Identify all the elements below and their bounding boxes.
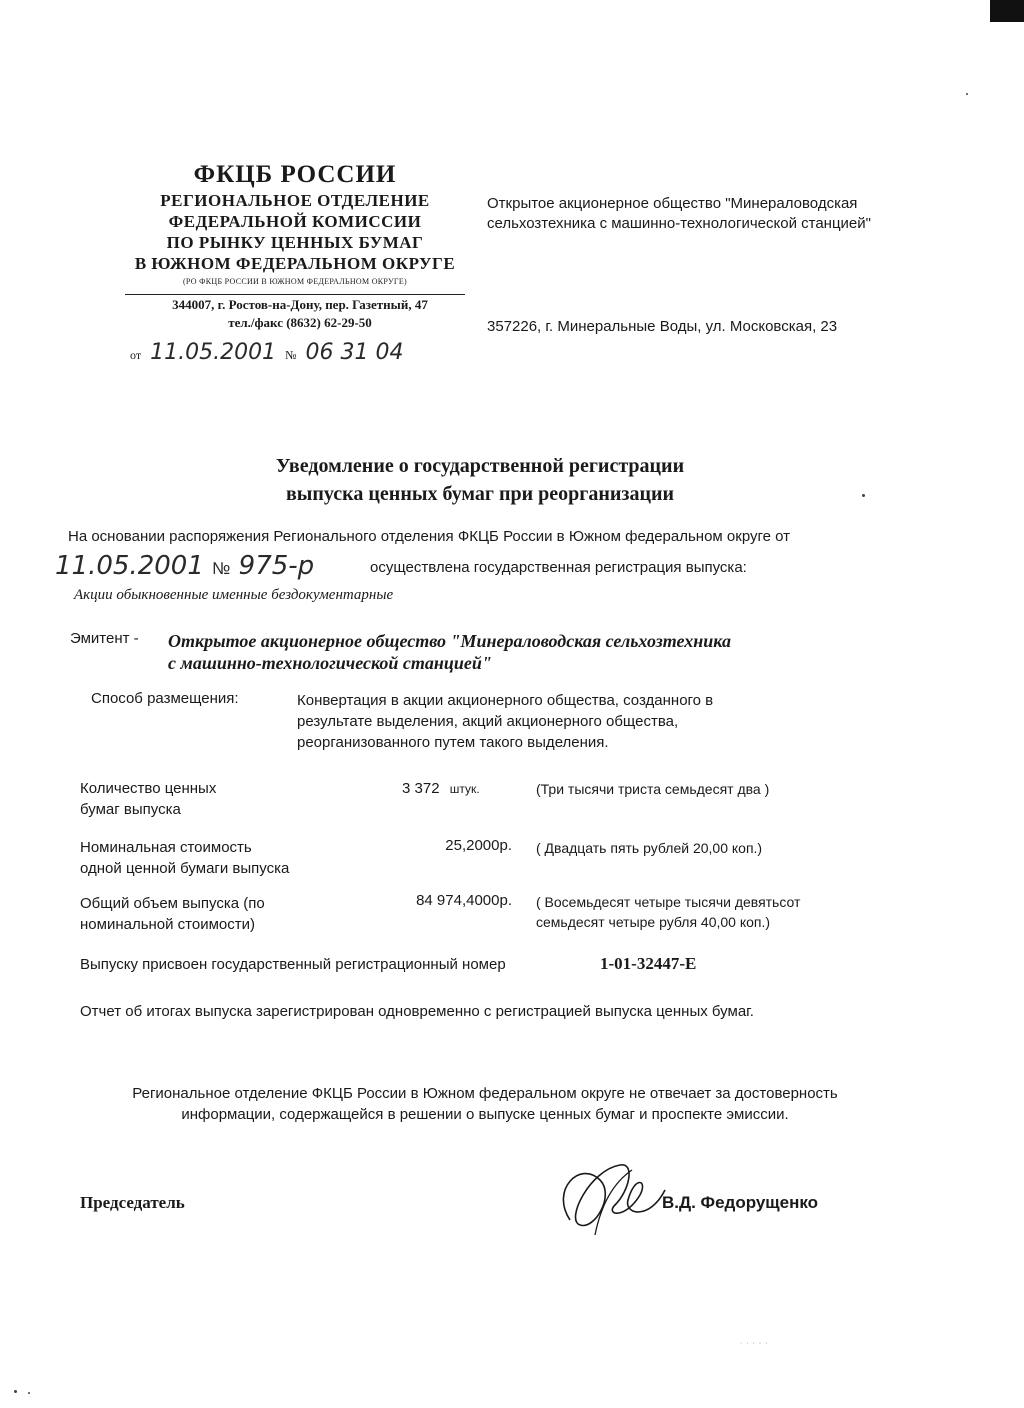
report-statement: Отчет об итогах выпуска зарегистрирован одновременно с регистрацией выпуска ценных бумаг. bbox=[80, 1003, 754, 1020]
order-number: 975-р bbox=[238, 551, 315, 581]
disclaimer-line: информации, содержащейся в решении о выпуске ценных бумаг и проспекте эмиссии. bbox=[181, 1106, 789, 1123]
regnum-label: Выпуску присвоен государственный регистрационный номер bbox=[80, 956, 506, 973]
placement-label: Способ размещения: bbox=[91, 690, 239, 707]
letterhead-address-block bbox=[120, 296, 480, 332]
order-reference bbox=[55, 551, 314, 581]
volume-label-line: номинальной стоимости) bbox=[80, 916, 256, 933]
outgoing-number-label: № bbox=[285, 348, 297, 362]
issuer-name-line: Открытое акционерное общество "Минераловодская сельхозтехника bbox=[168, 631, 731, 651]
issuer-name-line: с машинно-технологической станцией" bbox=[168, 653, 492, 673]
quantity-label-line: Количество ценных bbox=[80, 780, 217, 797]
letterhead-line: В ЮЖНОМ ФЕДЕРАЛЬНОМ ОКРУГЕ bbox=[134, 254, 456, 273]
signatory-name: В.Д. Федорущенко bbox=[662, 1193, 819, 1212]
scan-edge-mark bbox=[990, 0, 1024, 22]
handwritten-signature bbox=[540, 1150, 680, 1250]
scan-speck bbox=[862, 494, 865, 497]
letterhead bbox=[100, 160, 490, 288]
outgoing-from-label: от bbox=[130, 348, 142, 362]
signatory-position: Председатель bbox=[80, 1193, 185, 1212]
document-title bbox=[150, 452, 810, 508]
quantity-number: 3 372 bbox=[402, 780, 440, 797]
registration-done-text: осуществлена государственная регистрация выпуска: bbox=[370, 559, 747, 576]
volume-label bbox=[80, 893, 380, 935]
letterhead-address: 344007, г. Ростов-на-Дону, пер. Газетный, 47 bbox=[172, 297, 428, 312]
recipient-address: 357226, г. Минеральные Воды, ул. Московская, 23 bbox=[487, 318, 838, 335]
quantity-label bbox=[80, 778, 380, 820]
quantity-words: (Три тысячи триста семьдесят два ) bbox=[536, 781, 770, 797]
order-number-label: № bbox=[212, 559, 231, 578]
volume-value: 84 974,4000р. bbox=[416, 892, 512, 909]
outgoing-date: 11.05.2001 bbox=[150, 340, 277, 365]
volume-label-line: Общий объем выпуска (по bbox=[80, 895, 265, 912]
order-date: 11.05.2001 bbox=[55, 551, 204, 581]
registration-number: 1-01-32447-Е bbox=[600, 954, 697, 973]
outgoing-number: 06 31 04 bbox=[305, 340, 404, 365]
letterhead-line: ПО РЫНКУ ЦЕННЫХ БУМАГ bbox=[166, 233, 424, 252]
disclaimer-line: Региональное отделение ФКЦБ России в Южном федеральном округе не отвечает за достоверность bbox=[132, 1085, 838, 1102]
quantity-value bbox=[402, 780, 480, 797]
letterhead-line: РЕГИОНАЛЬНОЕ ОТДЕЛЕНИЕ bbox=[160, 191, 430, 210]
basis-text: На основании распоряжения Регионального отделения ФКЦБ России в Южном федеральном округе от bbox=[68, 528, 791, 545]
quantity-label-line: бумаг выпуска bbox=[80, 801, 181, 818]
recipient-name: Открытое акционерное общество "Минераловодская сельхозтехника с машинно-технологической станцией" bbox=[487, 195, 871, 232]
nominal-label-line: Номинальная стоимость bbox=[80, 839, 252, 856]
letterhead-phone: тел./факс (8632) 62-29-50 bbox=[228, 315, 372, 330]
letterhead-abbreviation: (РО ФКЦБ РОССИИ В ЮЖНОМ ФЕДЕРАЛЬНОМ ОКРУГЕ) bbox=[182, 277, 408, 286]
nominal-value: 25,2000р. bbox=[445, 837, 512, 854]
placement-method bbox=[297, 690, 817, 753]
scan-speck bbox=[28, 1392, 30, 1394]
security-type: Акции обыкновенные именные бездокументарные bbox=[74, 587, 394, 603]
scan-footer-mark: · · · · · bbox=[740, 1340, 769, 1347]
outgoing-reference bbox=[130, 340, 409, 365]
document-title-line: выпуска ценных бумаг при реорганизации bbox=[285, 483, 675, 505]
issuer-label: Эмитент - bbox=[70, 630, 139, 647]
scan-speck bbox=[14, 1390, 17, 1393]
volume-words-line: семьдесят четыре рубля 40,00 коп.) bbox=[536, 914, 771, 930]
letterhead-title: ФКЦБ РОССИИ bbox=[193, 161, 397, 188]
issuer-name bbox=[168, 630, 848, 674]
letterhead-divider bbox=[125, 294, 465, 295]
scan-speck bbox=[966, 93, 968, 95]
placement-line: реорганизованного путем такого выделения. bbox=[297, 734, 609, 751]
volume-words bbox=[536, 892, 866, 932]
letterhead-line: ФЕДЕРАЛЬНОЙ КОМИССИИ bbox=[168, 212, 422, 231]
document-title-line: Уведомление о государственной регистрации bbox=[275, 455, 685, 477]
placement-line: результате выделения, акций акционерного общества, bbox=[297, 713, 679, 730]
volume-words-line: ( Восемьдесят четыре тысячи девятьсот bbox=[536, 894, 801, 910]
nominal-words: ( Двадцать пять рублей 20,00 коп.) bbox=[536, 840, 763, 856]
nominal-label-line: одной ценной бумаги выпуска bbox=[80, 860, 290, 877]
disclaimer bbox=[80, 1083, 890, 1125]
nominal-label bbox=[80, 837, 380, 879]
quantity-unit: штук. bbox=[449, 782, 480, 796]
placement-line: Конвертация в акции акционерного общества, созданного в bbox=[297, 692, 714, 709]
